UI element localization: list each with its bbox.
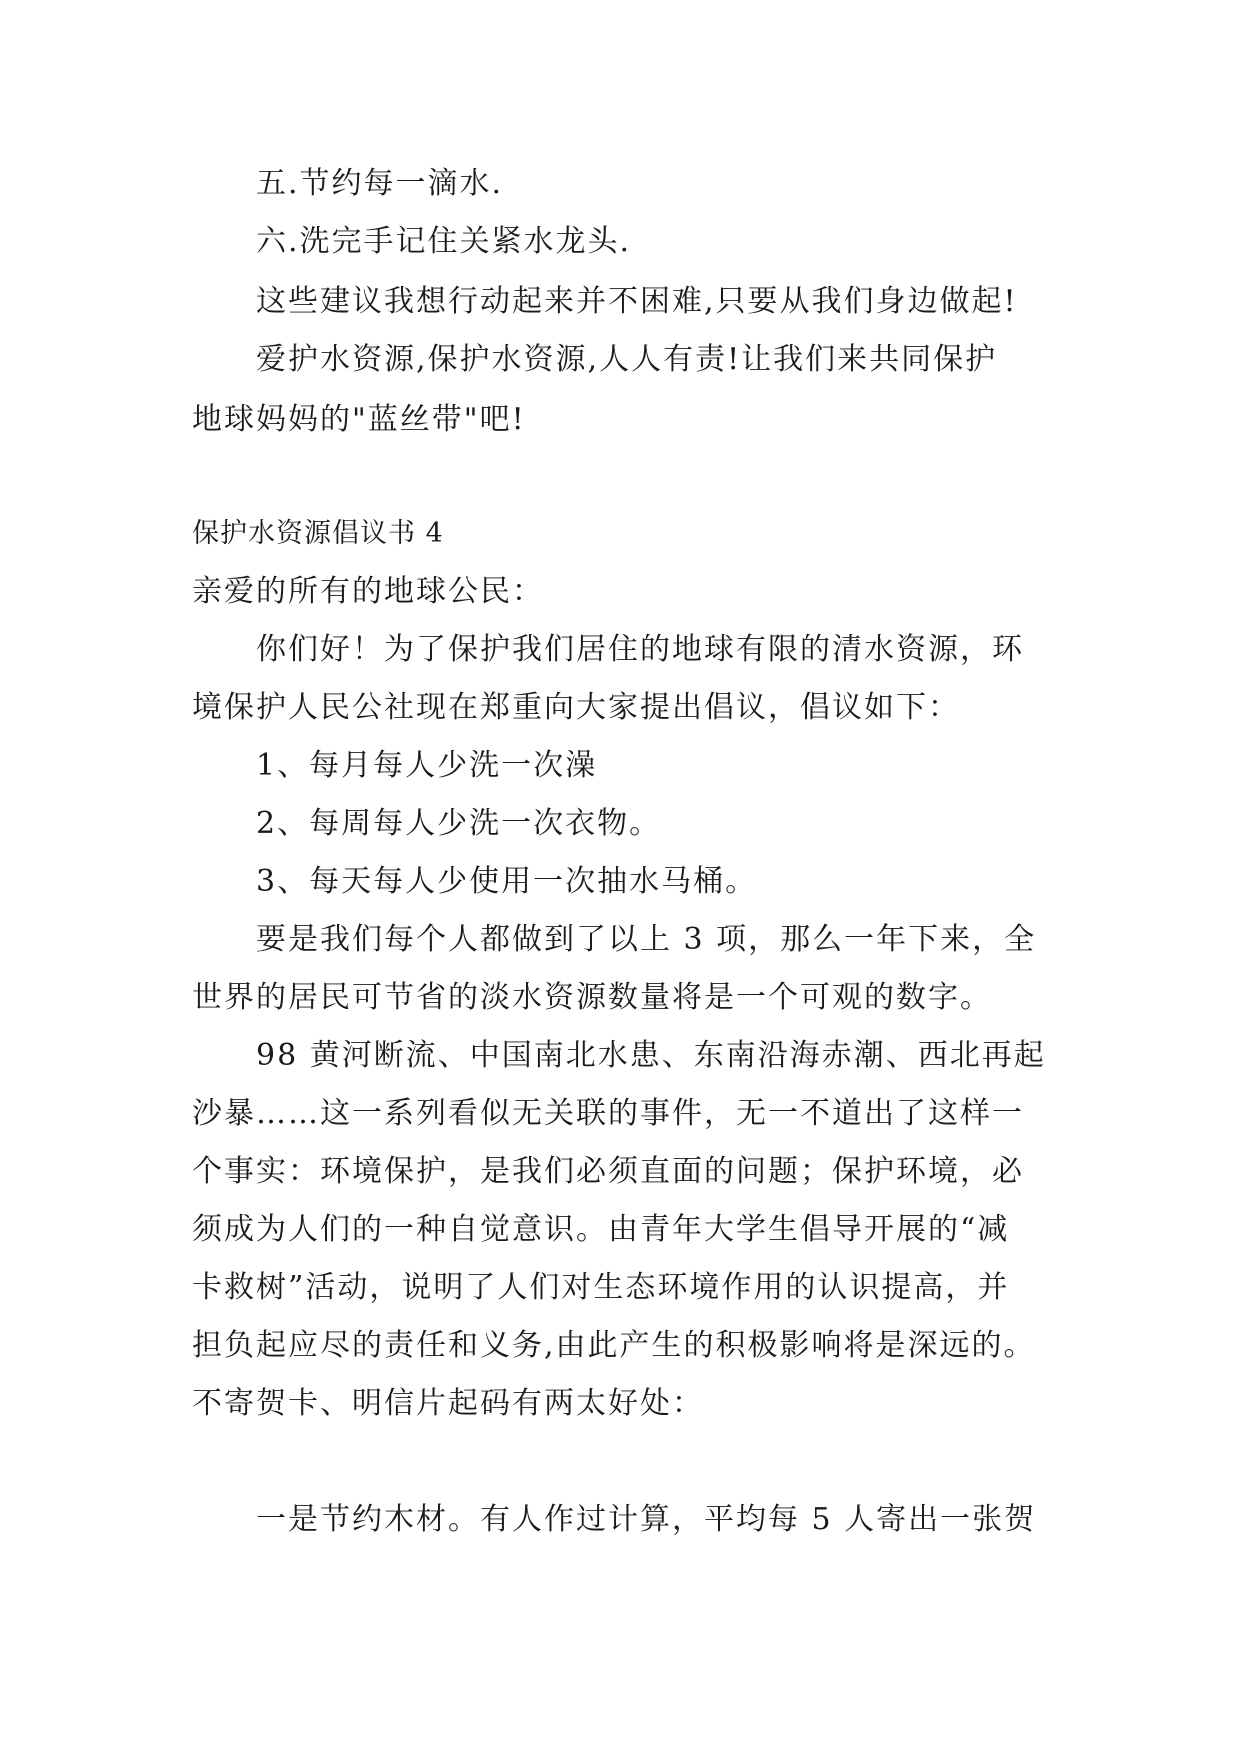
paragraph-line: 须成为人们的一种自觉意识。由青年大学生倡导开展的“减 [192,1212,1010,1247]
paragraph-line: 境保护人民公社现在郑重向大家提出倡议，倡议如下： [192,690,960,725]
list-item-1: 1、每月每人少洗一次澡 [256,748,598,783]
paragraph-line: 世界的居民可节省的淡水资源数量将是一个可观的数字。 [192,980,992,1015]
list-item-2: 2、每周每人少洗一次衣物。 [256,806,662,841]
paragraph-line: 担负起应尽的责任和义务,由此产生的积极影响将是深远的。 [192,1328,1036,1363]
paragraph-line: 你们好！为了保护我们居住的地球有限的清水资源，环 [256,632,1024,667]
paragraph-line: 卡救树”活动，说明了人们对生态环境作用的认识提高，并 [192,1270,1010,1305]
paragraph-line: 不寄贺卡、明信片起码有两太好处： [192,1386,704,1421]
paragraph-line: 这些建议我想行动起来并不困难,只要从我们身边做起! [256,284,1018,319]
paragraph-line: 要是我们每个人都做到了以上 3 项，那么一年下来，全 [256,922,1037,957]
paragraph-line: 爱护水资源,保护水资源,人人有责!让我们来共同保护 [256,342,998,377]
list-item-6: 六.洗完手记住关紧水龙头. [256,224,632,259]
paragraph-line: 98 黄河断流、中国南北水患、东南沿海赤潮、西北再起 [256,1038,1046,1073]
paragraph-line: 个事实：环境保护，是我们必须直面的问题；保护环境，必 [192,1154,1024,1189]
paragraph-line: 地球妈妈的"蓝丝带"吧! [192,402,526,437]
paragraph-line: 一是节约木材。有人作过计算，平均每 5 人寄出一张贺 [256,1502,1037,1537]
list-item-3: 3、每天每人少使用一次抽水马桶。 [256,864,758,899]
section-title: 保护水资源倡议书 4 [192,518,444,549]
list-item-5: 五.节约每一滴水. [256,166,504,201]
paragraph-line: 沙暴……这一系列看似无关联的事件，无一不道出了这样一 [192,1096,1024,1131]
salutation: 亲爱的所有的地球公民： [192,574,544,609]
